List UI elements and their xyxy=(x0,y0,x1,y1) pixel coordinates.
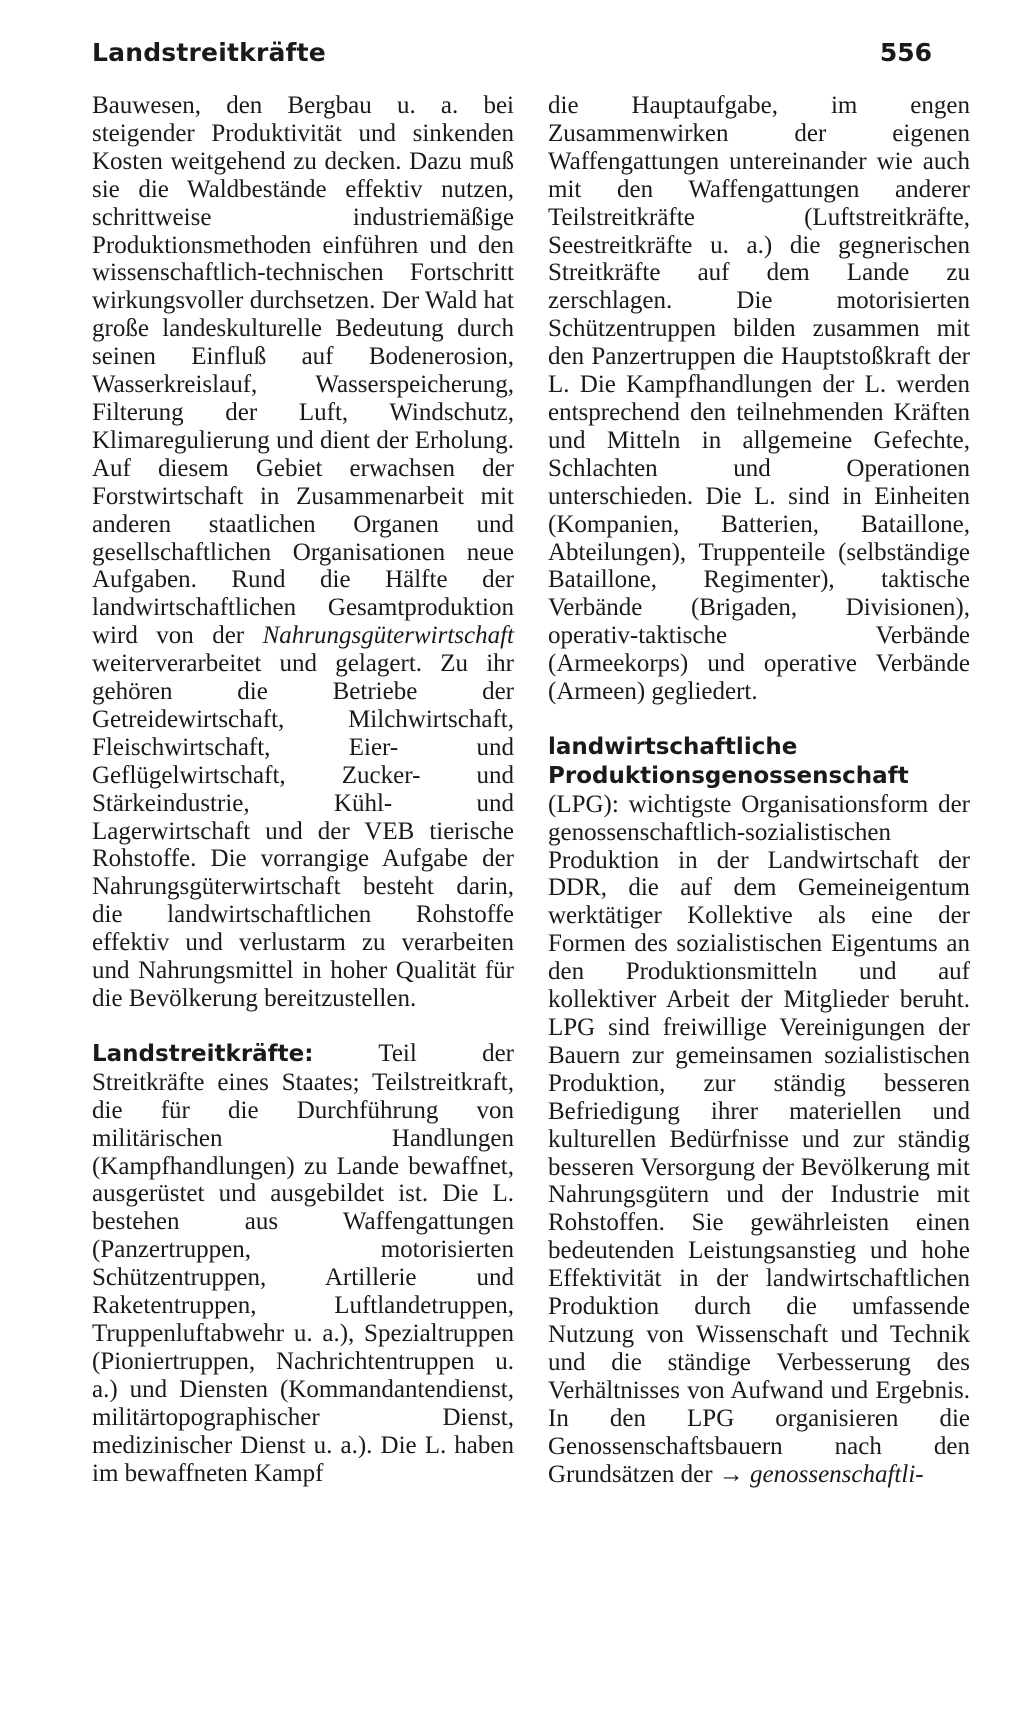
continuation-text-b: weiterverarbeitet und gelagert. Zu ihr gehören die Betriebe der Getreidewirtschaft, Milchwirtschaft, Fleischwirtschaft, Eier- und Geflügelwirtschaft, Zucker- und Stärkeindustrie, Kühl- und Lagerwirtschaft und der VEB tierische Rohstoffe. Die vorrangige Aufgabe der Nahrungsgüterwirtschaft besteht darin, die landwirtschaftlichen Rohstoffe effektiv und verlustarm zu verarbeiten und Nahrungsmittel in hoher Qualität für die Bevölkerung bereitzustellen. xyxy=(92,650,514,1012)
crossref-term: genossenschaftli- xyxy=(750,1460,924,1488)
continuation-paragraph-left xyxy=(92,92,514,1013)
lemma-landstreitkraefte: Landstreitkräfte: xyxy=(92,1040,314,1067)
entry-landstreitkraefte xyxy=(92,1040,514,1488)
entry-lpg xyxy=(548,733,970,1488)
lemma-lpg: landwirtschaftliche Produktionsgenossenschaft xyxy=(548,733,909,789)
running-title: Landstreitkräfte xyxy=(92,38,326,67)
entry-body-landstreitkraefte: Teil der Streitkräfte eines Staates; Teilstreitkraft, die für die Durchführung von militärischen Handlungen (Kampfhandlungen) zu Lande bewaffnet, ausgerüstet und ausgebildet ist. Die L. bestehen aus Waffengattungen (Panzertruppen, motorisierten Schützentruppen, Artillerie und Raketentruppen, Luftlandetruppen, Truppenluftabwehr u. a.), Spezialtruppen (Pioniertruppen, Nachrichtentruppen u. a.) und Diensten (Kommandantendienst, militärtopographischer Dienst, medizinischer Dienst u. a.). Die L. haben im bewaffneten Kampf xyxy=(92,1039,514,1487)
continuation-paragraph-right: die Hauptaufgabe, im engen Zusammenwirken der eigenen Waffengattungen untereinander wie auch mit den Waffengattungen anderer Teilstreitkräfte (Luftstreitkräfte, Seestreitkräfte u. a.) die gegnerischen Streitkräfte auf dem Lande zu zerschlagen. Die motorisierten Schützentruppen bilden zusammen mit den Panzertruppen die Hauptstoßkraft der L. Die Kampfhandlungen der L. werden entsprechend den teilnehmenden Kräften und Mitteln in allgemeine Gefechte, Schlachten und Operationen unterschieden. Die L. sind in Einheiten (Kompanien, Batterien, Bataillone, Abteilungen), Truppenteile (selbständige Bataillone, Regimenter), taktische Verbände (Brigaden, Divisionen), operativ-taktische Verbände (Armeekorps) und operative Verbände (Armeen) gegliedert. xyxy=(548,92,970,706)
left-column xyxy=(92,92,514,1487)
page-number: 556 xyxy=(879,38,932,67)
entry-body-lpg: (LPG): wichtigste Organisationsform der genossenschaftlich-sozialistischen Produktion in der Landwirtschaft der DDR, die auf dem Gemeineigentum werktätiger Kollektive als eine der Formen des sozialistischen Eigentums an den Produktionsmitteln und auf kollektiver Arbeit der Mitglieder beruht. LPG sind freiwillige Vereinigungen der Bauern zur gemeinsamen sozialistischen Produktion, zur ständig besseren Befriedigung ihrer materiellen und kulturellen Bedürfnisse und zur ständig besseren Versorgung der Bevölkerung mit Nahrungsgütern und der Industrie mit Rohstoffen. Sie gewährleisten einen bedeutenden Leistungsanstieg und hohe Effektivität in der landwirtschaftlichen Produktion durch die umfassende Nutzung von Wissenschaft und Technik und die ständige Verbesserung des Verhältnisses von Aufwand und Ergebnis. In den LPG organisieren die Genossenschaftsbauern nach den Grundsätzen der xyxy=(548,790,970,1488)
continuation-text-a: Bauwesen, den Bergbau u. a. bei steigender Produktivität und sinkenden Kosten weitgehend zu decken. Dazu muß sie die Waldbestände effektiv nutzen, schrittweise industriemäßige Produktionsmethoden einführen und den wissenschaftlich-technischen Fortschritt wirkungsvoller durchsetzen. Der Wald hat große landeskulturelle Bedeutung durch seinen Einfluß auf Bodenerosion, Wasserkreislauf, Wasserspeicherung, Filterung der Luft, Windschutz, Klimaregulierung und dient der Erholung. Auf diesem Gebiet erwachsen der Forstwirtschaft in Zusammenarbeit mit anderen staatlichen Organen und gesellschaftlichen Organisationen neue Aufgaben. Rund die Hälfte der landwirtschaftlichen Gesamtproduktion wird von der xyxy=(92,92,514,650)
crossref-arrow-icon: → xyxy=(718,1460,744,1488)
right-column xyxy=(548,92,970,1488)
italic-term-nahrungsgueterwirtschaft: Nahrungsgüterwirtschaft xyxy=(262,622,514,650)
running-head xyxy=(92,38,932,72)
